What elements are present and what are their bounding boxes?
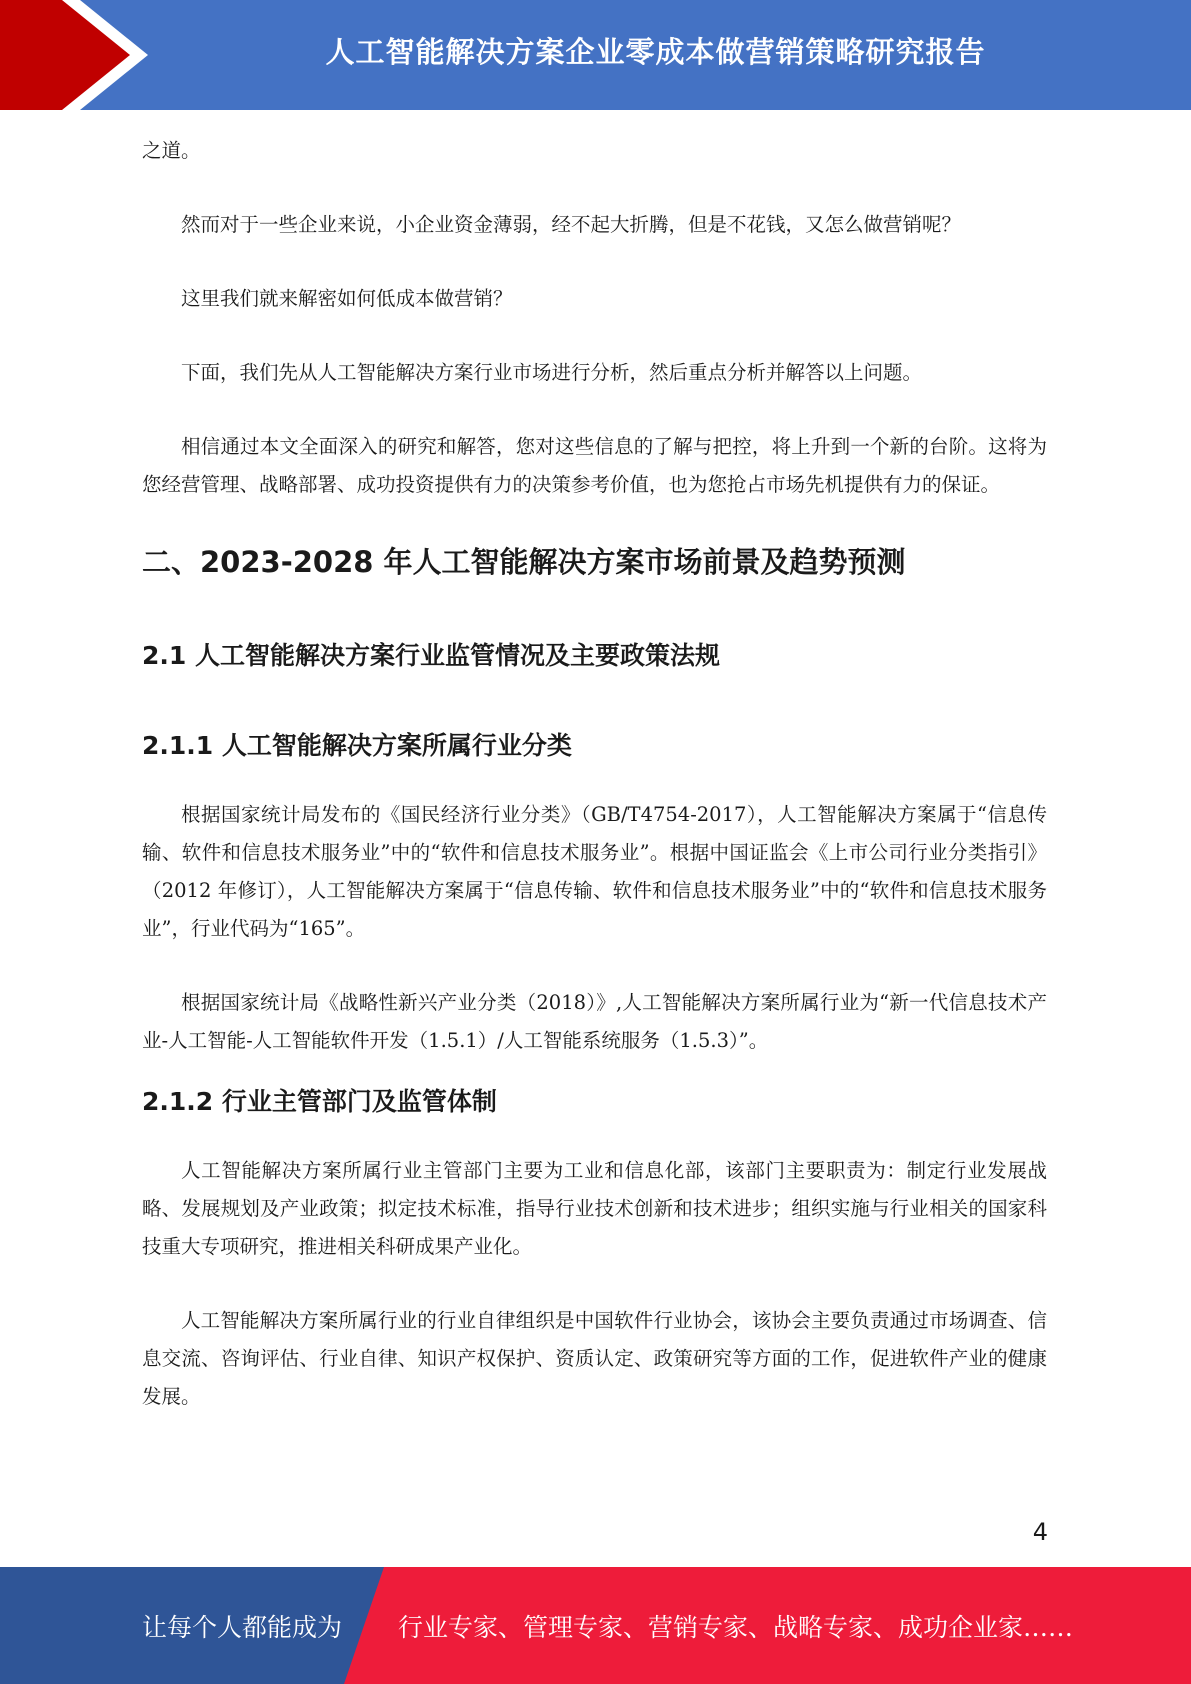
paragraph: 下面，我们先从人工智能解决方案行业市场进行分析，然后重点分析并解答以上问题。 <box>181 361 923 384</box>
paragraph: 这里我们就来解密如何低成本做营销？ <box>181 287 513 310</box>
paragraph: 相信通过本文全面深入的研究和解答，您对这些信息的了解与把控，将上升到一个新的台阶。这将为您经营管理、战略部署、成功投资提供有力的决策参考价值，也为您抢占市场先机提供有力的保证。 <box>142 435 1047 496</box>
subsection-heading: 2.1 人工智能解决方案行业监管情况及主要政策法规 <box>142 641 720 670</box>
page-footer <box>0 1567 1191 1684</box>
paragraph: 根据国家统计局发布的《国民经济行业分类》（GB/T4754-2017），人工智能解决方案属于“信息传输、软件和信息技术服务业”中的“软件和信息技术服务业”。根据中国证监会《上市公司行业分类指引》（2012 年修订），人工智能解决方案属于“信息传输、软件和信息技术服务业”中的“软件和信息技术服务业”，行业代码为“165”。 <box>142 803 1047 940</box>
footer-slogan-right: 行业专家、管理专家、营销专家、战略专家、成功企业家…… <box>398 1612 1074 1642</box>
paragraph: 人工智能解决方案所属行业主管部门主要为工业和信息化部，该部门主要职责为：制定行业发展战略、发展规划及产业政策；拟定技术标准，指导行业技术创新和技术进步；组织实施与行业相关的国家科技重大专项研究，推进相关科研成果产业化。 <box>142 1159 1047 1258</box>
subsubsection-heading: 2.1.2 行业主管部门及监管体制 <box>142 1087 497 1116</box>
page-header <box>0 0 1191 110</box>
subsubsection-heading: 2.1.1 人工智能解决方案所属行业分类 <box>142 731 572 760</box>
paragraph: 然而对于一些企业来说，小企业资金薄弱，经不起大折腾，但是不花钱，又怎么做营销呢？ <box>181 213 962 236</box>
page-number: 4 <box>1032 1518 1048 1546</box>
paragraph: 人工智能解决方案所属行业的行业自律组织是中国软件行业协会，该协会主要负责通过市场调查、信息交流、咨询评估、行业自律、知识产权保护、资质认定、政策研究等方面的工作，促进软件产业的健康发展。 <box>142 1309 1047 1408</box>
paragraph-continued: 之道。 <box>142 139 201 162</box>
document-body <box>142 132 1047 1452</box>
footer-slogan-left: 让每个人都能成为 <box>142 1612 343 1642</box>
section-heading: 二、2023-2028 年人工智能解决方案市场前景及趋势预测 <box>142 545 906 579</box>
paragraph: 根据国家统计局《战略性新兴产业分类（2018）》,人工智能解决方案所属行业为“新一代信息技术产业-人工智能-人工智能软件开发（1.5.1）/人工智能系统服务（1.5.3）”。 <box>142 991 1047 1052</box>
header-title: 人工智能解决方案企业零成本做营销策略研究报告 <box>325 34 986 69</box>
